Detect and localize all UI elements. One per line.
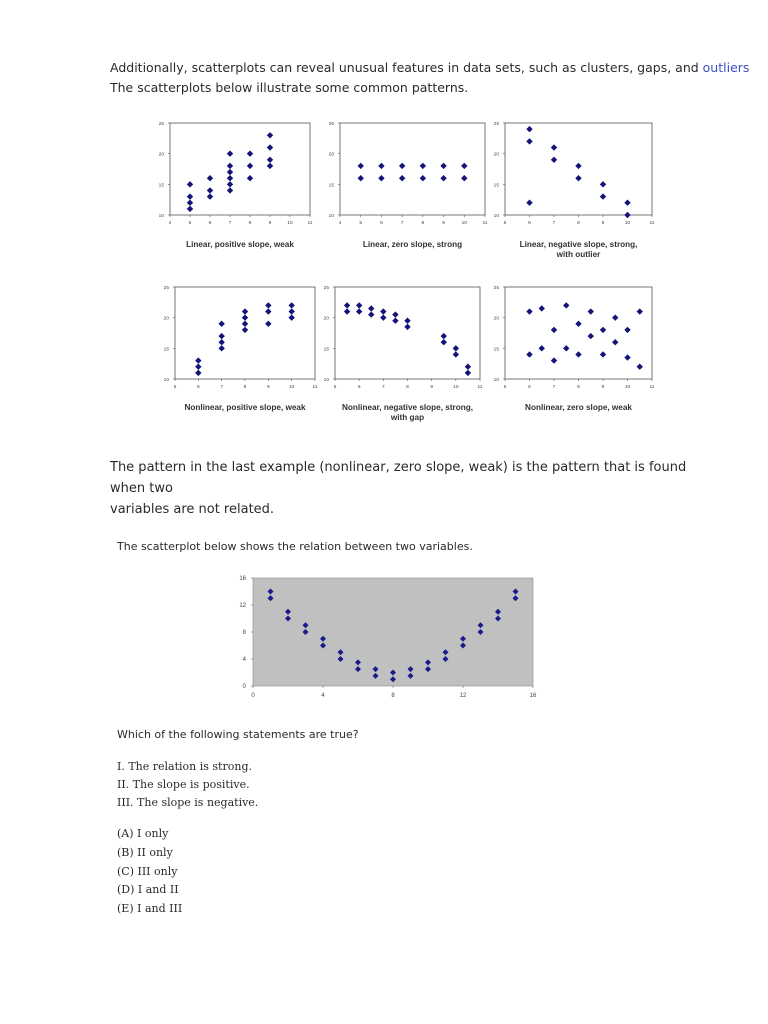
data-point: [267, 157, 273, 163]
data-point: [227, 175, 233, 181]
data-point: [288, 308, 294, 314]
plot-frame: [170, 123, 310, 215]
y-tick-label: 10: [158, 214, 164, 219]
y-tick-label: 25: [163, 286, 169, 291]
y-tick-label: 25: [328, 122, 334, 127]
data-point: [356, 308, 362, 314]
data-point: [551, 157, 557, 163]
data-point: [227, 150, 233, 156]
data-point: [404, 324, 410, 330]
x-tick-label: 8: [248, 221, 252, 226]
data-point: [453, 345, 459, 351]
plot-frame: [340, 123, 485, 215]
data-point: [267, 163, 273, 169]
x-tick-label: 5: [333, 385, 337, 390]
data-point: [227, 163, 233, 169]
plot-frame: [175, 287, 315, 379]
data-point: [207, 193, 213, 199]
x-tick-label: 10: [624, 221, 631, 226]
plot-frame: [335, 287, 480, 379]
x-tick-label: 11: [482, 221, 488, 226]
x-tick-label: 8: [391, 693, 395, 699]
x-tick-label: 7: [381, 385, 385, 390]
x-tick-label: 7: [228, 221, 232, 226]
data-point: [373, 666, 379, 672]
plot-caption: with gap: [390, 413, 425, 422]
x-tick-label: 4: [338, 221, 342, 226]
y-tick-label: 8: [242, 630, 246, 636]
data-point: [356, 302, 362, 308]
data-point: [303, 622, 309, 628]
x-tick-label: 5: [188, 221, 192, 226]
plot-frame: [505, 287, 652, 379]
data-point: [242, 327, 248, 333]
data-point: [465, 364, 471, 370]
y-tick-label: 15: [493, 347, 499, 353]
y-tick-label: 15: [323, 347, 329, 353]
data-point: [268, 595, 274, 601]
option-a[interactable]: (A) I only: [117, 827, 169, 840]
x-tick-label: 8: [577, 385, 580, 390]
example-plot-3: [494, 121, 655, 259]
data-point: [344, 302, 350, 308]
x-tick-label: 4: [321, 693, 325, 699]
x-tick-label: 9: [266, 385, 270, 390]
data-point: [303, 629, 309, 635]
y-tick-label: 20: [163, 316, 169, 322]
example-plot-2: [329, 121, 488, 249]
x-tick-label: 10: [453, 385, 459, 390]
data-point: [218, 333, 224, 339]
x-tick-label: 0: [251, 693, 255, 699]
data-point: [320, 636, 326, 642]
example-plot-4: [164, 285, 318, 412]
option-d[interactable]: (D) I and II: [117, 883, 179, 896]
x-tick-label: 8: [421, 221, 425, 226]
y-tick-label: 10: [328, 214, 334, 219]
data-point: [425, 666, 431, 672]
data-point: [390, 670, 396, 676]
data-point: [338, 649, 344, 655]
data-point: [358, 175, 364, 181]
data-point: [624, 212, 630, 218]
data-point: [513, 589, 519, 595]
data-point: [461, 175, 467, 181]
data-point: [195, 364, 201, 370]
pattern-note-line-1: The pattern in the last example (nonlinear, zero slope, weak) is the pattern that is found when two: [110, 460, 687, 496]
data-point: [392, 311, 398, 317]
x-tick-label: 10: [624, 385, 631, 390]
x-tick-label: 10: [288, 385, 295, 390]
example-plot-6: [494, 285, 655, 412]
plot-caption: with outlier: [556, 250, 601, 259]
data-point: [267, 144, 273, 150]
x-tick-label: 9: [268, 221, 272, 226]
data-point: [441, 339, 447, 345]
example-plot-5: [324, 285, 483, 422]
question-stem: The scatterplot below shows the relation between two variables.: [117, 540, 473, 553]
data-point: [227, 181, 233, 187]
data-point: [526, 126, 532, 132]
data-point: [575, 351, 581, 357]
data-point: [453, 351, 459, 357]
data-point: [612, 339, 618, 345]
data-point: [408, 666, 414, 672]
y-tick-label: 25: [158, 122, 164, 127]
outliers-link[interactable]: outliers: [702, 60, 750, 75]
data-point: [247, 150, 253, 156]
data-point: [425, 659, 431, 665]
data-point: [265, 302, 271, 308]
y-tick-label: 20: [493, 316, 499, 322]
data-point: [187, 181, 193, 187]
x-tick-label: 9: [442, 221, 445, 226]
y-tick-label: 10: [493, 214, 499, 219]
data-point: [368, 311, 374, 317]
data-point: [399, 163, 405, 169]
data-point: [207, 187, 213, 193]
data-point: [563, 345, 569, 351]
data-point: [404, 318, 410, 324]
option-b[interactable]: (B) II only: [117, 846, 173, 859]
x-tick-label: 11: [312, 385, 318, 390]
y-tick-label: 10: [163, 378, 169, 383]
data-point: [285, 616, 291, 622]
data-point: [441, 333, 447, 339]
y-tick-label: 10: [323, 378, 329, 383]
data-point: [443, 656, 449, 662]
data-point: [526, 308, 532, 314]
data-point: [227, 169, 233, 175]
y-tick-label: 4: [242, 657, 246, 663]
y-tick-label: 25: [493, 286, 499, 291]
y-tick-label: 16: [239, 576, 246, 582]
x-tick-label: 8: [577, 221, 580, 226]
x-tick-label: 5: [173, 385, 177, 390]
y-tick-label: 25: [323, 286, 329, 291]
data-point: [478, 629, 484, 635]
x-tick-label: 6: [380, 221, 383, 226]
data-point: [588, 308, 594, 314]
intro-line-2: The scatterplots below illustrate some common patterns.: [110, 80, 469, 95]
data-point: [539, 305, 545, 311]
plot-caption: Linear, zero slope, strong: [362, 240, 463, 249]
statement-2: II. The slope is positive.: [117, 778, 250, 791]
x-tick-label: 5: [359, 221, 363, 226]
y-tick-label: 20: [328, 152, 334, 158]
x-tick-label: 5: [503, 385, 507, 390]
data-point: [465, 370, 471, 376]
x-tick-label: 8: [406, 385, 409, 390]
data-point: [513, 595, 519, 601]
statement-1: I. The relation is strong.: [117, 760, 252, 773]
data-point: [440, 163, 446, 169]
data-point: [392, 318, 398, 324]
x-tick-label: 11: [649, 385, 655, 390]
data-point: [408, 673, 414, 679]
data-point: [551, 357, 557, 363]
x-tick-label: 11: [307, 221, 313, 226]
data-point: [637, 308, 643, 314]
data-point: [187, 206, 193, 212]
plot-caption: Linear, positive slope, weak: [186, 240, 294, 249]
plot-caption: Nonlinear, zero slope, weak: [525, 403, 632, 412]
data-point: [495, 609, 501, 615]
plot-caption: Linear, negative slope, strong,: [519, 240, 638, 249]
statement-3: III. The slope is negative.: [117, 796, 259, 809]
y-tick-label: 20: [493, 152, 499, 158]
data-point: [575, 175, 581, 181]
x-tick-label: 9: [601, 221, 605, 226]
data-point: [460, 643, 466, 649]
x-tick-label: 4: [168, 221, 172, 226]
data-point: [242, 321, 248, 327]
data-point: [195, 370, 201, 376]
data-point: [247, 163, 253, 169]
pattern-note: [110, 457, 710, 520]
data-point: [443, 649, 449, 655]
x-tick-label: 6: [357, 385, 361, 390]
data-point: [551, 144, 557, 150]
intro-text: Additionally, scatterplots can reveal unusual features in data sets, such as clusters, gaps, and: [110, 60, 703, 75]
data-point: [373, 673, 379, 679]
data-point: [461, 163, 467, 169]
data-point: [187, 193, 193, 199]
data-point: [218, 339, 224, 345]
y-tick-label: 10: [493, 378, 499, 383]
data-point: [551, 327, 557, 333]
x-tick-label: 10: [461, 221, 467, 226]
data-point: [344, 308, 350, 314]
y-tick-label: 20: [158, 152, 164, 158]
y-tick-label: 15: [163, 347, 169, 353]
data-point: [539, 345, 545, 351]
data-point: [187, 200, 193, 206]
data-point: [460, 636, 466, 642]
x-tick-label: 6: [208, 221, 212, 226]
x-tick-label: 6: [528, 385, 531, 390]
data-point: [612, 314, 618, 320]
data-point: [268, 589, 274, 595]
data-point: [265, 321, 271, 327]
data-point: [320, 643, 326, 649]
data-point: [495, 616, 501, 622]
option-c[interactable]: (C) III only: [117, 865, 178, 878]
question-prompt: Which of the following statements are true?: [117, 728, 359, 741]
x-tick-label: 9: [601, 385, 605, 390]
data-point: [575, 163, 581, 169]
data-point: [600, 181, 606, 187]
data-point: [624, 354, 630, 360]
pattern-note-line-2: variables are not related.: [110, 502, 275, 517]
data-point: [600, 351, 606, 357]
plot-frame: [505, 123, 652, 215]
data-point: [440, 175, 446, 181]
x-tick-label: 7: [400, 221, 404, 226]
y-tick-label: 15: [328, 183, 334, 189]
data-point: [218, 345, 224, 351]
data-point: [380, 308, 386, 314]
x-tick-label: 5: [503, 221, 507, 226]
data-point: [563, 302, 569, 308]
data-point: [380, 314, 386, 320]
x-tick-label: 7: [220, 385, 224, 390]
x-tick-label: 9: [430, 385, 434, 390]
data-point: [378, 163, 384, 169]
data-point: [338, 656, 344, 662]
x-tick-label: 10: [287, 221, 293, 226]
data-point: [355, 666, 361, 672]
intro-line-1: [110, 60, 749, 75]
data-point: [288, 314, 294, 320]
x-tick-label: 8: [243, 385, 247, 390]
data-point: [390, 676, 396, 682]
x-tick-label: 12: [459, 693, 467, 699]
data-point: [637, 364, 643, 370]
data-point: [420, 175, 426, 181]
data-point: [526, 138, 532, 144]
plot-caption: Nonlinear, positive slope, weak: [184, 403, 306, 412]
plot-caption: Nonlinear, negative slope, strong,: [341, 403, 474, 412]
data-point: [355, 659, 361, 665]
data-point: [526, 351, 532, 357]
data-point: [227, 187, 233, 193]
data-point: [478, 622, 484, 628]
x-tick-label: 6: [528, 221, 531, 226]
example-plot-1: [159, 121, 313, 249]
y-tick-label: 12: [239, 603, 246, 609]
data-point: [358, 163, 364, 169]
data-point: [588, 333, 594, 339]
plot-area: [253, 578, 533, 686]
data-point: [624, 200, 630, 206]
x-tick-label: 7: [552, 385, 556, 390]
data-point: [285, 609, 291, 615]
y-tick-label: 15: [158, 183, 164, 189]
data-point: [575, 321, 581, 327]
data-point: [207, 175, 213, 181]
data-point: [288, 302, 294, 308]
x-tick-label: 7: [552, 221, 556, 226]
data-point: [265, 308, 271, 314]
y-tick-label: 15: [493, 183, 499, 189]
x-tick-label: 11: [649, 221, 655, 226]
data-point: [600, 193, 606, 199]
data-point: [420, 163, 426, 169]
data-point: [242, 314, 248, 320]
x-tick-label: 16: [529, 693, 537, 699]
y-tick-label: 25: [493, 122, 499, 127]
data-point: [399, 175, 405, 181]
data-point: [526, 200, 532, 206]
data-point: [247, 175, 253, 181]
x-tick-label: 6: [196, 385, 200, 390]
data-point: [218, 321, 224, 327]
data-point: [195, 357, 201, 363]
data-point: [600, 327, 606, 333]
y-tick-label: 20: [323, 316, 329, 322]
data-point: [368, 305, 374, 311]
data-point: [378, 175, 384, 181]
x-tick-label: 11: [477, 385, 483, 390]
data-point: [242, 308, 248, 314]
data-point: [267, 132, 273, 138]
data-point: [624, 327, 630, 333]
option-e[interactable]: (E) I and III: [117, 902, 183, 915]
y-tick-label: 0: [242, 684, 246, 690]
